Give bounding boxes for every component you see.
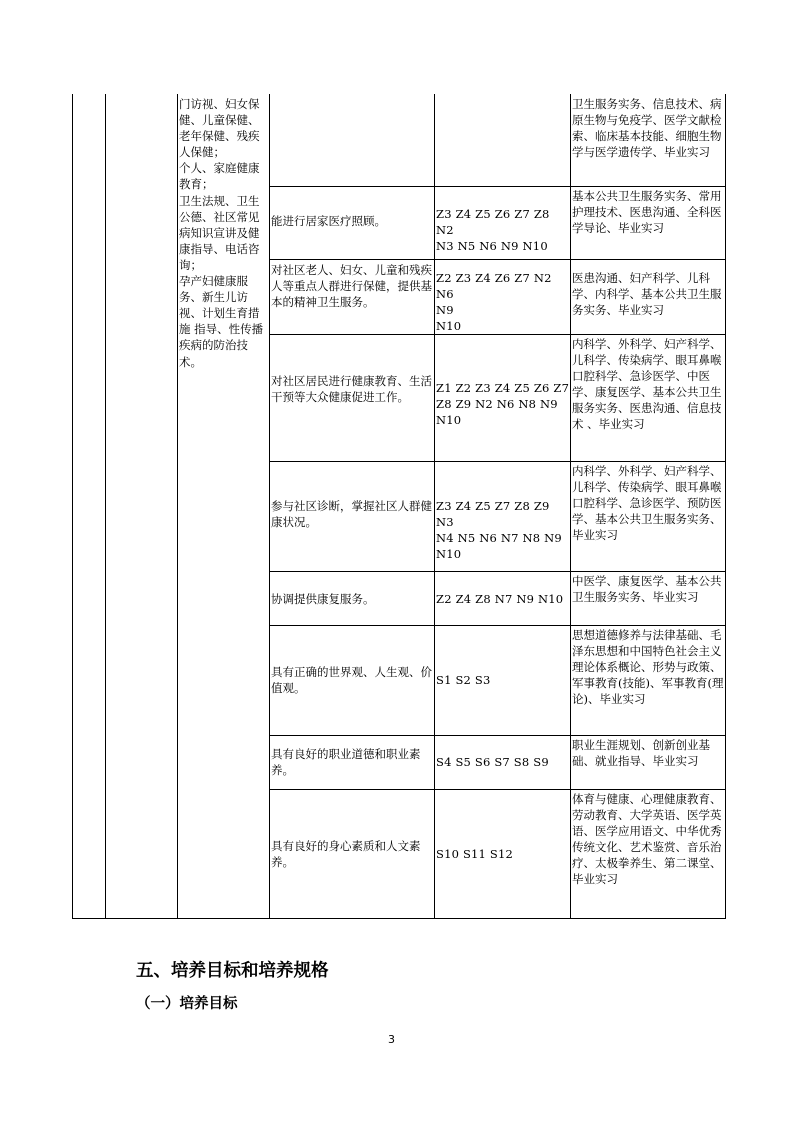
service-content-cell: [179, 96, 269, 370]
courses-text: 职业生涯规划、创新创业基础、就业指导、毕业实习: [572, 738, 710, 769]
ability-cell: [271, 498, 434, 530]
table-row: [572, 96, 724, 160]
courses-text: 内科学、外科学、妇产科学、儿科学、传染病学、眼耳鼻喉口腔科学、急诊医学、预防医学、基本公共卫生服务实务、毕业实习: [572, 464, 722, 543]
codes-text: Z2 Z3 Z4 Z6 Z7 N2 N6 N9 N10: [436, 271, 552, 334]
courses-cell: [572, 573, 724, 605]
table-column-divider: [269, 94, 270, 919]
table-row-divider: [269, 259, 725, 260]
codes-cell: [436, 754, 570, 770]
codes-cell: [436, 498, 570, 562]
table-column-divider: [177, 94, 178, 919]
ability-text: 对社区居民进行健康教育、生活干预等大众健康促进工作。: [271, 374, 432, 405]
codes-text: S4 S5 S6 S7 S8 S9: [436, 755, 549, 769]
ability-cell: [271, 664, 434, 696]
courses-cell: [572, 627, 724, 707]
courses-cell: [572, 463, 724, 543]
courses-cell: [572, 270, 724, 318]
ability-text: 具有良好的身心素质和人文素养。: [271, 839, 421, 870]
ability-text: 对社区老人、妇女、儿童和残疾人等重点人群进行保健，提供基本的精神卫生服务。: [271, 263, 432, 310]
codes-text: Z3 Z4 Z5 Z6 Z7 Z8 N2 N3 N5 N6 N9 N10: [436, 207, 550, 254]
courses-text: 内科学、外科学、妇产科学、儿科学、传染病学、眼耳鼻喉口腔科学、急诊医学、中医学、康复医学、基本公共卫生服务实务、医患沟通、信息技术 、毕业实习: [572, 337, 722, 432]
ability-text: 能进行居家医疗照顾。: [271, 214, 386, 228]
courses-cell: [572, 737, 724, 769]
subsection-heading: （一）培养目标: [136, 996, 238, 1012]
ability-cell: [271, 373, 434, 405]
table-border-right: [725, 94, 726, 919]
courses-text: 体育与健康、心理健康教育、劳动教育、大学英语、医学英语、医学应用语文、中华优秀传统文化、艺术鉴赏、音乐治疗、太极拳养生、第二课堂、毕业实习: [572, 792, 722, 887]
ability-text: 具有良好的职业道德和职业素养。: [271, 747, 421, 778]
table-column-divider: [570, 94, 571, 919]
codes-cell: [436, 672, 570, 688]
table-row-divider: [269, 186, 725, 187]
courses-text: 中医学、康复医学、基本公共卫生服务实务、毕业实习: [572, 574, 722, 605]
table-row-divider: [269, 735, 725, 736]
table-border-left: [72, 94, 73, 919]
codes-text: Z2 Z4 Z8 N7 N9 N10: [436, 592, 564, 606]
ability-cell: [271, 213, 434, 229]
codes-cell: [436, 270, 570, 334]
table-row-divider: [269, 461, 725, 462]
table-row-divider: [269, 625, 725, 626]
ability-text: 参与社区诊断，掌握社区人群健康状况。: [271, 499, 432, 530]
courses-cell: [572, 336, 724, 433]
table-border-bottom: [72, 918, 725, 919]
codes-text: S1 S2 S3: [436, 673, 491, 687]
courses-text: 思想道德修养与法律基础、毛泽东思想和中国特色社会主义理论体系概论、形势与政策、军事教育(技能)、军事教育(理论)、毕业实习: [572, 628, 724, 707]
table-column-divider: [105, 94, 106, 919]
ability-cell: [271, 262, 434, 310]
ability-cell: [271, 746, 434, 778]
courses-cell: [572, 188, 724, 236]
table-row-divider: [269, 571, 725, 572]
codes-cell: [436, 846, 570, 862]
service-content-text: 门访视、妇女保健、儿童保健、老年保健、残疾人保健； 个人、家庭健康教育； 卫生法规、卫生公德、社区常见病知识宣讲及健康指导、电话咨询； 孕产妇健康服务、新生儿访视、计划生育措施 指导、性传播疾病的防治技术。: [179, 97, 264, 369]
codes-cell: [436, 591, 570, 607]
codes-cell: [436, 380, 570, 428]
page-number: 3: [388, 1033, 395, 1046]
codes-text: Z3 Z4 Z5 Z7 Z8 Z9 N3 N4 N5 N6 N7 N8 N9 N10: [436, 499, 562, 562]
table-row-divider: [269, 789, 725, 790]
codes-text: Z1 Z2 Z3 Z4 Z5 Z6 Z7 Z8 Z9 N2 N6 N8 N9 N10: [436, 381, 570, 428]
table-column-divider: [434, 94, 435, 919]
courses-cell: [572, 791, 724, 888]
ability-text: 具有正确的世界观、人生观、价值观。: [271, 665, 432, 696]
ability-text: 协调提供康复服务。: [271, 592, 375, 606]
codes-text: S10 S11 S12: [436, 847, 514, 861]
section-heading: 五、培养目标和培养规格: [136, 961, 329, 981]
codes-cell: [436, 206, 570, 254]
ability-cell: [271, 591, 434, 607]
courses-text: 卫生服务实务、信息技术、病原生物与免疫学、医学文献检索、临床基本技能、细胞生物学与医学遗传学、毕业实习: [572, 97, 722, 160]
courses-text: 医患沟通、妇产科学、儿科学、内科学、基本公共卫生服务实务、毕业实习: [572, 271, 722, 318]
ability-cell: [271, 838, 434, 870]
courses-text: 基本公共卫生服务实务、常用护理技术、医患沟通、全科医学导论、毕业实习: [572, 189, 722, 236]
